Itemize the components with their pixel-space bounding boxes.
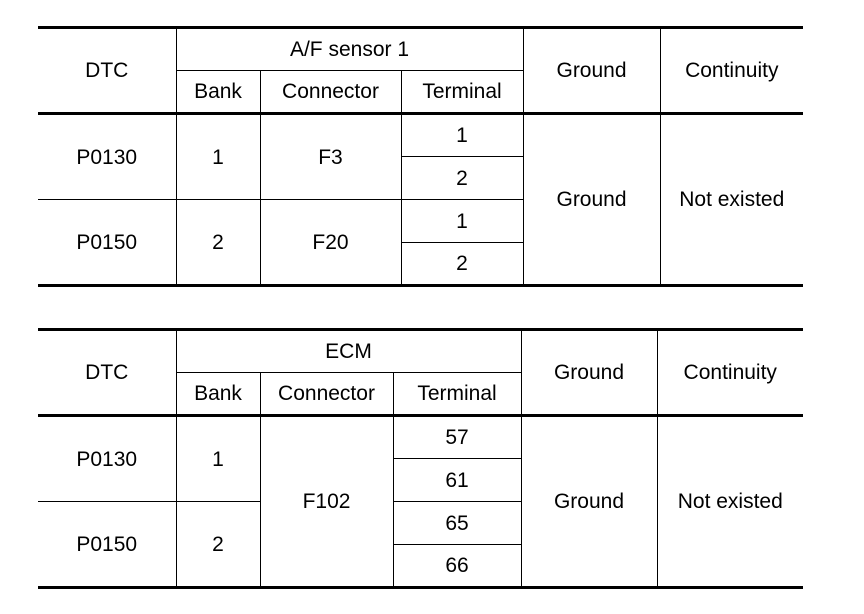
header-continuity: Continuity: [657, 330, 803, 416]
cell-bank: 1: [176, 114, 260, 200]
cell-terminal: 61: [393, 459, 521, 502]
header-continuity: Continuity: [660, 28, 803, 114]
cell-connector: F20: [260, 200, 401, 286]
cell-terminal: 66: [393, 545, 521, 588]
header-connector: Connector: [260, 71, 401, 114]
cell-ground: Ground: [523, 114, 660, 286]
cell-connector: F102: [260, 416, 393, 588]
header-dtc: DTC: [38, 28, 176, 114]
cell-connector: F3: [260, 114, 401, 200]
cell-terminal: 65: [393, 502, 521, 545]
cell-ground: Ground: [521, 416, 657, 588]
cell-continuity: Not existed: [660, 114, 803, 286]
af-sensor-continuity-table: [38, 26, 803, 287]
cell-bank: 1: [176, 416, 260, 502]
header-terminal: Terminal: [401, 71, 523, 114]
header-group-ecm: ECM: [176, 330, 521, 373]
cell-dtc: P0150: [38, 502, 176, 588]
cell-terminal: 1: [401, 200, 523, 243]
cell-dtc: P0130: [38, 416, 176, 502]
ecm-continuity-table: [38, 328, 803, 589]
header-dtc: DTC: [38, 330, 176, 416]
header-ground: Ground: [521, 330, 657, 416]
cell-bank: 2: [176, 502, 260, 588]
cell-terminal: 57: [393, 416, 521, 459]
header-connector: Connector: [260, 373, 393, 416]
header-ground: Ground: [523, 28, 660, 114]
cell-terminal: 2: [401, 243, 523, 286]
header-terminal: Terminal: [393, 373, 521, 416]
cell-dtc: P0130: [38, 114, 176, 200]
header-bank: Bank: [176, 71, 260, 114]
cell-terminal: 1: [401, 114, 523, 157]
header-group-af-sensor: A/F sensor 1: [176, 28, 523, 71]
cell-bank: 2: [176, 200, 260, 286]
header-bank: Bank: [176, 373, 260, 416]
cell-continuity: Not existed: [657, 416, 803, 588]
cell-dtc: P0150: [38, 200, 176, 286]
cell-terminal: 2: [401, 157, 523, 200]
